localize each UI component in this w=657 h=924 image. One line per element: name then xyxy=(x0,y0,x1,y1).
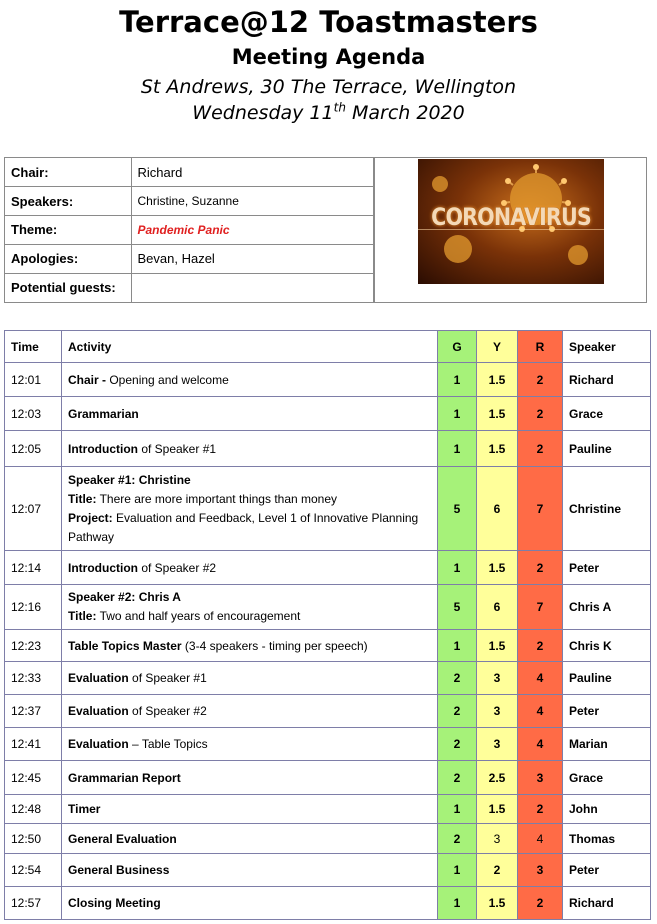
activity-cell xyxy=(62,551,438,585)
speaker-cell: Richard xyxy=(563,887,651,920)
speech-title xyxy=(68,490,431,509)
yellow-time-cell: 1.5 xyxy=(477,363,518,397)
activity-title: Introduction xyxy=(68,441,138,456)
time-cell: 12:01 xyxy=(5,363,62,397)
red-time-cell: 4 xyxy=(518,695,563,728)
speaker-cell: Thomas xyxy=(563,824,651,854)
speaker-cell: Marian xyxy=(563,728,651,761)
yellow-time-cell: 1.5 xyxy=(477,795,518,824)
info-label: Theme: xyxy=(5,216,131,245)
speech-title-label: Title: xyxy=(68,491,97,506)
agenda-row xyxy=(5,795,651,824)
agenda-row xyxy=(5,662,651,695)
green-time-cell: 1 xyxy=(438,854,477,887)
date-month-year: March 2020 xyxy=(345,102,465,124)
yellow-time-cell: 1.5 xyxy=(477,630,518,662)
agenda-row xyxy=(5,761,651,795)
agenda-row xyxy=(5,824,651,854)
time-cell: 12:23 xyxy=(5,630,62,662)
red-time-cell: 2 xyxy=(518,551,563,585)
yellow-time-cell: 3 xyxy=(477,728,518,761)
red-time-cell: 2 xyxy=(518,795,563,824)
activity-detail: of Speaker #1 xyxy=(137,441,217,456)
speaker-cell: Grace xyxy=(563,761,651,795)
info-value: Christine, Suzanne xyxy=(131,187,374,216)
red-time-cell: 7 xyxy=(518,467,563,551)
info-value: Richard xyxy=(131,158,374,187)
info-row-theme xyxy=(5,216,374,245)
yellow-time-cell: 3 xyxy=(477,662,518,695)
speaker-cell: Chris K xyxy=(563,630,651,662)
coronavirus-caption: CORONAVIRUS xyxy=(431,203,591,231)
green-time-cell: 1 xyxy=(438,397,477,431)
activity-title: Grammarian Report xyxy=(68,770,181,785)
agenda-row xyxy=(5,431,651,467)
col-header-yellow: Y xyxy=(477,331,518,363)
red-time-cell: 2 xyxy=(518,887,563,920)
info-value xyxy=(131,273,374,302)
speech-title-text: There are more important things than money xyxy=(96,491,338,506)
agenda-row xyxy=(5,630,651,662)
activity-detail: of Speaker #2 xyxy=(128,704,207,718)
activity-detail: Opening and welcome xyxy=(106,372,229,387)
activity-cell xyxy=(62,695,438,728)
green-time-cell: 5 xyxy=(438,585,477,630)
speaker-heading: Speaker #2: Chris A xyxy=(68,590,181,604)
time-cell: 12:37 xyxy=(5,695,62,728)
green-time-cell: 1 xyxy=(438,795,477,824)
agenda-row-speech xyxy=(5,585,651,630)
green-time-cell: 2 xyxy=(438,728,477,761)
speaker-heading: Speaker #1: Christine xyxy=(68,472,191,487)
agenda-row xyxy=(5,363,651,397)
speech-title-text: Two and half years of encouragement xyxy=(96,609,301,623)
red-time-cell: 2 xyxy=(518,630,563,662)
activity-cell xyxy=(62,761,438,795)
meeting-info-box xyxy=(4,157,647,303)
time-cell: 12:41 xyxy=(5,728,62,761)
green-time-cell: 1 xyxy=(438,887,477,920)
activity-cell xyxy=(62,887,438,920)
yellow-time-cell: 6 xyxy=(477,467,518,551)
activity-detail: of Speaker #1 xyxy=(128,671,207,685)
activity-title: Timer xyxy=(68,802,101,816)
speech-title-label: Title: xyxy=(68,609,97,623)
red-time-cell: 4 xyxy=(518,728,563,761)
yellow-time-cell: 2.5 xyxy=(477,761,518,795)
info-row-chair xyxy=(5,158,374,187)
time-cell: 12:16 xyxy=(5,585,62,630)
activity-cell xyxy=(62,467,438,551)
speaker-cell: Pauline xyxy=(563,431,651,467)
document-subtitle: Meeting Agenda xyxy=(231,45,426,69)
time-cell: 12:57 xyxy=(5,887,62,920)
activity-cell xyxy=(62,431,438,467)
activity-title: Evaluation xyxy=(68,704,129,718)
coronavirus-image xyxy=(418,159,604,284)
info-row-guests xyxy=(5,273,374,302)
yellow-time-cell: 3 xyxy=(477,695,518,728)
info-value xyxy=(131,216,374,245)
activity-title: Grammarian xyxy=(68,406,139,421)
activity-title: Evaluation xyxy=(68,737,129,751)
activity-cell xyxy=(62,630,438,662)
col-header-time: Time xyxy=(5,331,62,363)
col-header-red: R xyxy=(518,331,563,363)
green-time-cell: 1 xyxy=(438,363,477,397)
info-value: Bevan, Hazel xyxy=(131,244,374,273)
speaker-cell: Pauline xyxy=(563,662,651,695)
red-time-cell: 4 xyxy=(518,662,563,695)
yellow-time-cell: 1.5 xyxy=(477,431,518,467)
activity-cell xyxy=(62,585,438,630)
red-time-cell: 3 xyxy=(518,761,563,795)
col-header-activity: Activity xyxy=(62,331,438,363)
activity-cell xyxy=(62,824,438,854)
red-time-cell: 4 xyxy=(518,824,563,854)
date-suffix: th xyxy=(333,100,346,115)
agenda-row xyxy=(5,887,651,920)
yellow-time-cell: 3 xyxy=(477,824,518,854)
meeting-date xyxy=(0,100,657,126)
speaker-cell: Peter xyxy=(563,551,651,585)
activity-title: General Business xyxy=(68,863,170,877)
activity-title: Closing Meeting xyxy=(68,896,161,910)
red-time-cell: 3 xyxy=(518,854,563,887)
green-time-cell: 1 xyxy=(438,551,477,585)
green-time-cell: 2 xyxy=(438,824,477,854)
agenda-header-row xyxy=(5,331,651,363)
info-label: Apologies: xyxy=(5,244,131,273)
activity-cell xyxy=(62,854,438,887)
time-cell: 12:33 xyxy=(5,662,62,695)
green-time-cell: 5 xyxy=(438,467,477,551)
speech-project xyxy=(68,509,431,547)
time-cell: 12:48 xyxy=(5,795,62,824)
speech-title xyxy=(68,607,431,626)
activity-title: General Evaluation xyxy=(68,831,177,846)
agenda-row xyxy=(5,397,651,431)
time-cell: 12:03 xyxy=(5,397,62,431)
time-cell: 12:54 xyxy=(5,854,62,887)
green-time-cell: 1 xyxy=(438,630,477,662)
speaker-cell: John xyxy=(563,795,651,824)
info-row-apologies xyxy=(5,244,374,273)
activity-title: Evaluation xyxy=(68,671,129,685)
activity-cell xyxy=(62,363,438,397)
speaker-cell: Peter xyxy=(563,695,651,728)
agenda-row-speech xyxy=(5,467,651,551)
col-header-speaker: Speaker xyxy=(563,331,651,363)
green-time-cell: 2 xyxy=(438,761,477,795)
activity-cell xyxy=(62,795,438,824)
red-time-cell: 2 xyxy=(518,431,563,467)
yellow-time-cell: 1.5 xyxy=(477,551,518,585)
activity-title: Table Topics Master xyxy=(68,638,182,653)
speaker-cell: Chris A xyxy=(563,585,651,630)
agenda-row xyxy=(5,695,651,728)
time-cell: 12:50 xyxy=(5,824,62,854)
agenda-header xyxy=(0,0,657,126)
green-time-cell: 2 xyxy=(438,662,477,695)
speaker-cell: Grace xyxy=(563,397,651,431)
time-cell: 12:05 xyxy=(5,431,62,467)
info-label: Chair: xyxy=(5,158,131,187)
club-name: Terrace@12 Toastmasters xyxy=(119,5,538,39)
speaker-cell: Peter xyxy=(563,854,651,887)
yellow-time-cell: 1.5 xyxy=(477,397,518,431)
red-time-cell: 2 xyxy=(518,363,563,397)
speaker-cell: Christine xyxy=(563,467,651,551)
red-time-cell: 2 xyxy=(518,397,563,431)
meeting-location: St Andrews, 30 The Terrace, Wellington xyxy=(140,76,517,98)
theme-image-cell xyxy=(374,158,646,302)
speech-project-label: Project: xyxy=(68,510,113,525)
activity-cell xyxy=(62,662,438,695)
col-header-green: G xyxy=(438,331,477,363)
activity-detail: – Table Topics xyxy=(128,737,208,751)
info-label: Speakers: xyxy=(5,187,131,216)
meeting-info-table xyxy=(5,158,374,302)
activity-detail: of Speaker #2 xyxy=(137,560,217,575)
info-label: Potential guests: xyxy=(5,273,131,302)
agenda-row xyxy=(5,551,651,585)
activity-title: Chair - xyxy=(68,372,107,387)
agenda-table xyxy=(4,330,651,920)
green-time-cell: 2 xyxy=(438,695,477,728)
activity-detail: (3-4 speakers - timing per speech) xyxy=(181,638,368,653)
activity-cell xyxy=(62,728,438,761)
speaker-cell: Richard xyxy=(563,363,651,397)
activity-title: Introduction xyxy=(68,560,138,575)
yellow-time-cell: 1.5 xyxy=(477,887,518,920)
yellow-time-cell: 6 xyxy=(477,585,518,630)
info-row-speakers xyxy=(5,187,374,216)
date-day: Wednesday 11 xyxy=(192,102,334,124)
agenda-row xyxy=(5,854,651,887)
agenda-row xyxy=(5,728,651,761)
activity-cell xyxy=(62,397,438,431)
theme-value: Pandemic Panic xyxy=(137,223,230,238)
red-time-cell: 7 xyxy=(518,585,563,630)
yellow-time-cell: 2 xyxy=(477,854,518,887)
time-cell: 12:14 xyxy=(5,551,62,585)
green-time-cell: 1 xyxy=(438,431,477,467)
time-cell: 12:07 xyxy=(5,467,62,551)
time-cell: 12:45 xyxy=(5,761,62,795)
speech-project-text: Evaluation and Feedback, Level 1 of Innovative Planning Pathway xyxy=(68,510,419,544)
